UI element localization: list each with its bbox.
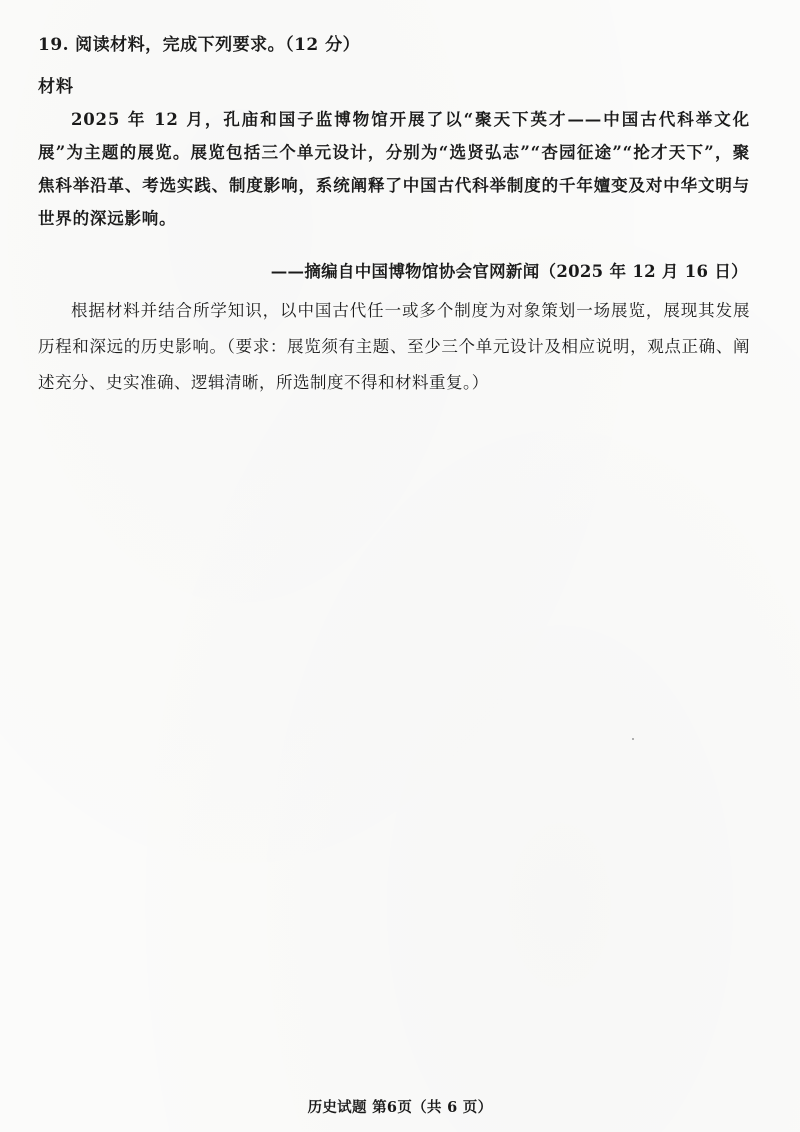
question-instruction: [38, 293, 750, 401]
material-passage: [38, 103, 750, 235]
page-footer: 历史试题 第6页（共 6 页）: [307, 1099, 493, 1116]
scan-speck: [632, 738, 634, 740]
question-header: [38, 30, 360, 55]
material-label: 材料: [38, 77, 74, 97]
material-paragraph: 2025 年 12 月，孔庙和国子监博物馆开展了以“聚天下英才——中国古代科举文化展”为主题的展览。展览包括三个单元设计，分别为“选贤弘志”“杏园征途”“抡才天下”，聚焦科举沿革、考选实践、制度影响，系统阐释了中国古代科举制度的千年嬗变及对中华文明与世界的深远影响。: [38, 110, 750, 228]
question-prompt: 阅读材料，完成下列要求。（12 分）: [75, 35, 361, 55]
instruction-paragraph: 根据材料并结合所学知识，以中国古代任一或多个制度为对象策划一场展览，展现其发展历程和深远的历史影响。（要求：展览须有主题、至少三个单元设计及相应说明，观点正确、阐述充分、史实准确、逻辑清晰，所选制度不得和材料重复。）: [38, 301, 750, 392]
question-number: 19.: [38, 35, 70, 55]
material-source-citation: ——摘编自中国博物馆协会官网新闻（2025 年 12 月 16 日）: [270, 262, 748, 281]
